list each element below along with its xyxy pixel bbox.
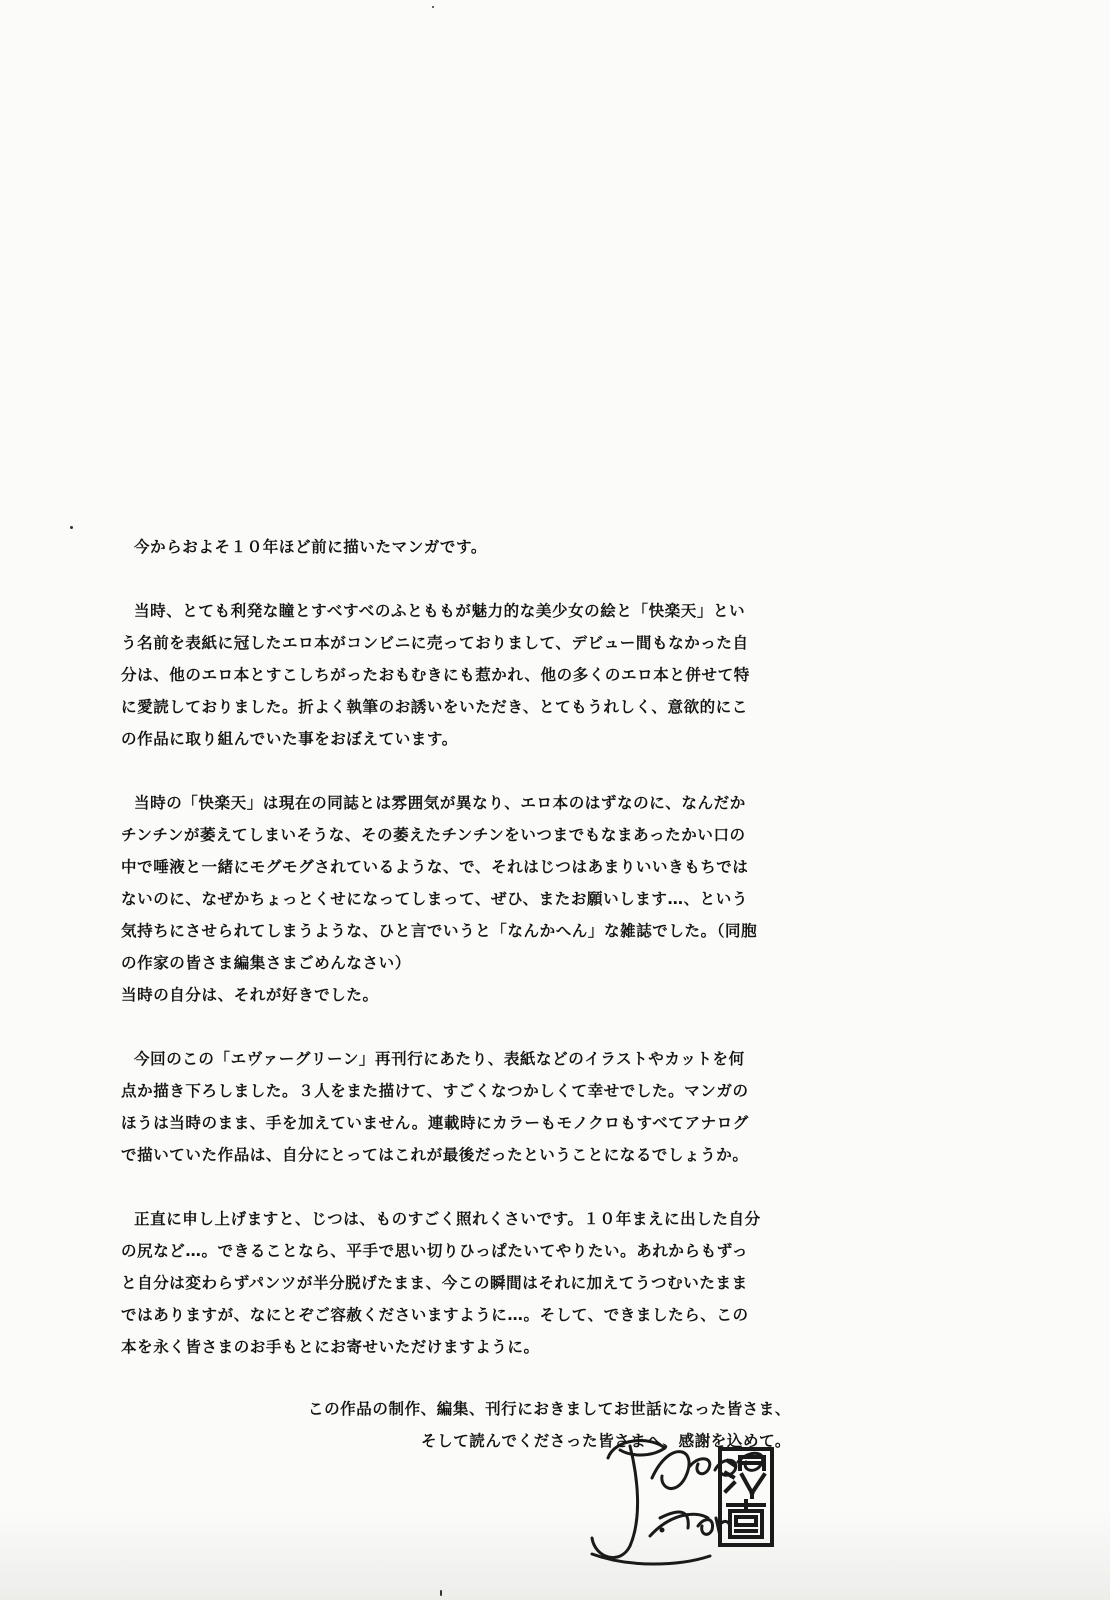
text-line: ないのに、なぜかちょっとくせになってしまって、ぜひ、またお願いします…、という xyxy=(121,890,748,908)
text-line: 中で唾液と一緒にモグモグされているような、で、それはじつはあまりいいきもちでは xyxy=(121,858,749,876)
scan-speck xyxy=(432,6,434,8)
text-line: の作家の皆さま編集さまごめんなさい） xyxy=(121,954,411,972)
closing-line: そして読んでくださった皆さまへ、感謝を込めて。 xyxy=(421,1432,791,1450)
text-line: 気持ちにさせられてしまうような、ひと言でいうと「なんかへん」な雑誌でした。（同胞 xyxy=(121,922,758,940)
text-line: ほうは当時のまま、手を加えていません。連載時にカラーもモノクロもすべてアナログ xyxy=(121,1114,749,1132)
name-seal-stamp xyxy=(718,1447,774,1547)
paragraph xyxy=(121,531,791,563)
text-line: と自分は変わらずパンツが半分脱げたまま、今この瞬間はそれに加えてうつむいたまま xyxy=(121,1274,748,1292)
afterword-text xyxy=(121,531,791,1457)
text-line: 正直に申し上げますと、じつは、ものすごく照れくさいです。１０年まえに出した自分 xyxy=(134,1210,761,1228)
paragraph xyxy=(121,1203,791,1363)
text-line: 分は、他のエロ本とすこしちがったおもむきにも惹かれ、他の多くのエロ本と併せて特 xyxy=(121,666,750,684)
text-line: 今回のこの「エヴァーグリーン」再刊行にあたり、表紙などのイラストやカットを何 xyxy=(134,1050,745,1068)
text-line: 本を永く皆さまのお手もとにお寄せいただけますように。 xyxy=(121,1338,540,1356)
text-line: チンチンが萎えてしまいそうな、その萎えたチンチンをいつまでもなまあったかい口の xyxy=(121,826,746,844)
text-line: の尻など…。できることなら、平手で思い切りひっぱたいてやりたい。あれからもずっ xyxy=(121,1242,748,1260)
text-line: 当時、とても利発な瞳とすべすべのふとももが魅力的な美少女の絵と「快楽天」とい xyxy=(134,602,746,620)
text-line: う名前を表紙に冠したエロ本がコンビニに売っておりまして、デビュー間もなかった自 xyxy=(121,634,749,652)
paragraph xyxy=(121,1043,791,1171)
text-line: 点か描き下ろしました。３人をまた描けて、すごくなつかしくて幸せでした。マンガの xyxy=(121,1082,749,1100)
closing-line: この作品の制作、編集、刊行におきましてお世話になった皆さま、 xyxy=(307,1400,791,1418)
text-line: 今からおよそ１０年ほど前に描いたマンガです。 xyxy=(134,538,487,556)
page-bottom-shade xyxy=(0,1510,1110,1600)
text-line: 当時の自分は、それが好きでした。 xyxy=(121,986,379,1004)
text-line: に愛読しておりました。折よく執筆のお誘いをいただき、とてもうれしく、意欲的にこ xyxy=(121,698,748,716)
paragraph xyxy=(121,787,791,1011)
text-line: で描いていた作品は、自分にとってはこれが最後だったということになるでしょうか。 xyxy=(121,1146,749,1164)
scan-speck xyxy=(70,526,73,529)
paragraph xyxy=(121,595,791,755)
text-line: 当時の「快楽天」は現在の同誌とは雰囲気が異なり、エロ本のはずなのに、なんだか xyxy=(134,794,746,812)
text-line: ではありますが、なにとぞご容赦くださいますように…。そして、できましたら、この xyxy=(121,1306,749,1324)
scan-speck xyxy=(440,1590,442,1596)
text-line: の作品に取り組んでいた事をおぼえています。 xyxy=(121,730,458,748)
